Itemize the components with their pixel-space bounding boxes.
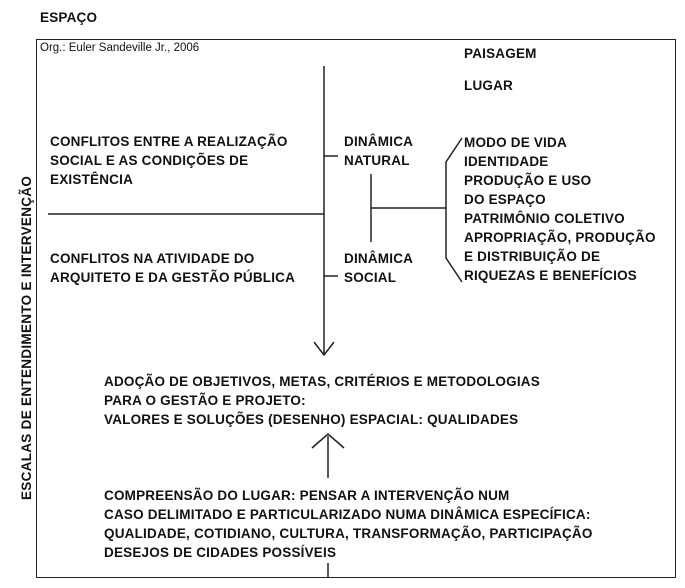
label-paisagem: PAISAGEM — [464, 46, 537, 61]
adoption-line: PARA O GESTÃO E PROJETO: — [104, 393, 306, 408]
comprehension-line: DESEJOS DE CIDADES POSSÍVEIS — [104, 545, 337, 560]
dinamica-social-line: SOCIAL — [344, 270, 397, 285]
comprehension-line: CASO DELIMITADO E PARTICULARIZADO NUMA DINÂMICA ESPECÍFICA: — [104, 507, 591, 522]
right-list-item: APROPRIAÇÃO, PRODUÇÃO — [464, 230, 656, 245]
comprehension-line: QUALIDADE, COTIDIANO, CULTURA, TRANSFORMAÇÃO, PARTICIPAÇÃO — [104, 526, 593, 541]
conflict2-line: ARQUITETO E DA GESTÃO PÚBLICA — [50, 270, 296, 285]
dinamica-natural-line: NATURAL — [344, 153, 410, 168]
comprehension-line: COMPREENSÃO DO LUGAR: PENSAR A INTERVENÇÃO NUM — [104, 488, 510, 503]
right-list-item: MODO DE VIDA — [464, 135, 567, 150]
right-list-item: DO ESPAÇO — [464, 192, 546, 207]
right-list-item: RIQUEZAS E BENEFÍCIOS — [464, 268, 637, 283]
label-lugar: LUGAR — [464, 78, 513, 93]
right-list-item: PRODUÇÃO E USO — [464, 173, 592, 188]
credit-note: Org.: Euler Sandeville Jr., 2006 — [40, 42, 200, 54]
vertical-axis-label: ESCALAS DE ENTENDIMENTO E INTERVENÇÃO — [19, 175, 34, 500]
conflict1-line: CONFLITOS ENTRE A REALIZAÇÃO — [50, 134, 288, 149]
diagram-title: ESPAÇO — [40, 10, 98, 25]
adoption-line: ADOÇÃO DE OBJETIVOS, METAS, CRITÉRIOS E METODOLOGIAS — [104, 374, 540, 389]
conflict1-line: SOCIAL E AS CONDIÇÕES DE — [50, 153, 249, 168]
conflict2-line: CONFLITOS NA ATIVIDADE DO — [50, 251, 255, 266]
conflict1-line: EXISTÊNCIA — [50, 172, 134, 187]
right-list-item: E DISTRIBUIÇÃO DE — [464, 249, 601, 264]
right-list-item: PATRIMÔNIO COLETIVO — [464, 211, 625, 226]
dinamica-social-line: DINÂMICA — [344, 251, 414, 266]
adoption-line: VALORES E SOLUÇÕES (DESENHO) ESPACIAL: QUALIDADES — [104, 412, 519, 427]
right-brace — [446, 138, 462, 282]
right-list-item: IDENTIDADE — [464, 154, 549, 169]
dinamica-natural-line: DINÂMICA — [344, 134, 414, 149]
